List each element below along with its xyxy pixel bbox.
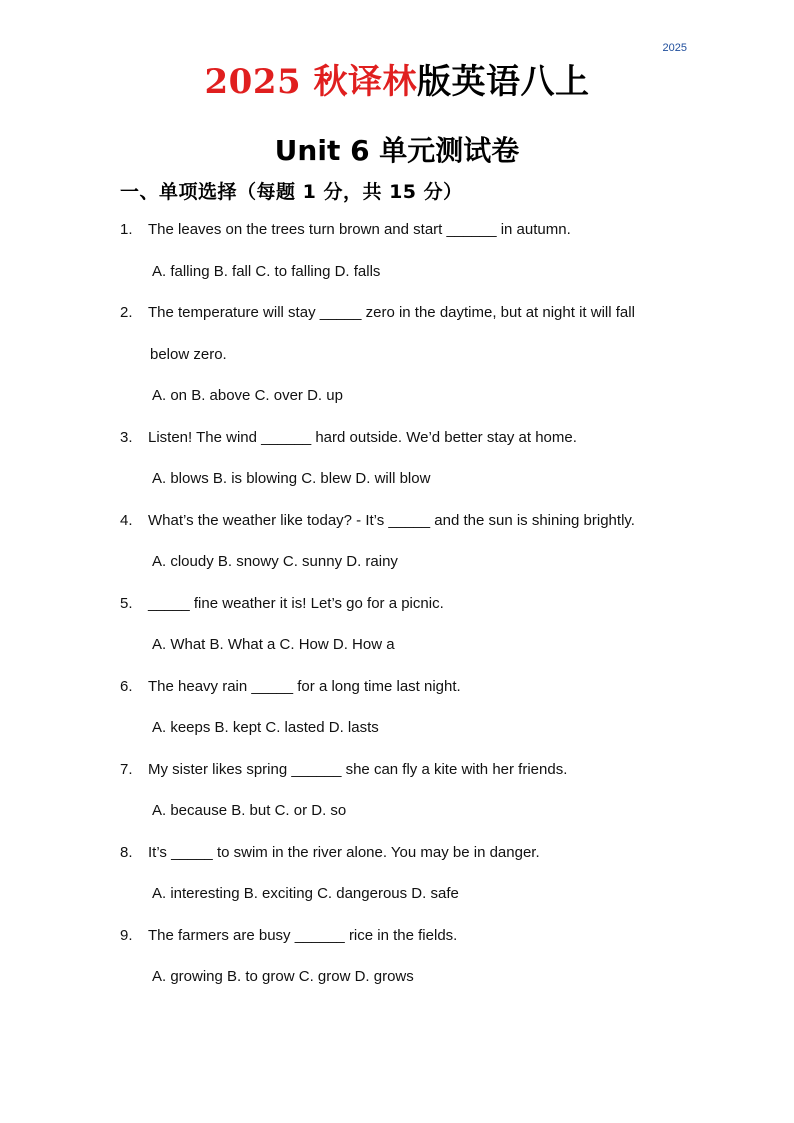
question-stem	[120, 428, 680, 448]
question-number: 2.	[120, 304, 133, 321]
question-stem	[120, 843, 680, 863]
question-stem	[120, 677, 680, 697]
header-year-mark: 2025	[662, 42, 687, 54]
question-stem	[120, 303, 680, 323]
question-text: It’s _____ to swim in the river alone. You may be in danger.	[148, 843, 540, 861]
document-title	[0, 58, 794, 106]
answer-options: A. cloudy B. snowy C. sunny D. rainy	[152, 553, 398, 570]
title-red-part: 2025 秋译林	[204, 62, 417, 102]
question-number: 6.	[120, 677, 133, 695]
unit-subtitle: Unit 6 单元测试卷	[274, 134, 520, 167]
question-text: My sister likes spring ______ she can fly a kite with her friends.	[148, 760, 568, 778]
title-black-part: 版英语八上	[416, 62, 590, 102]
question-text: _____ fine weather it is! Let’s go for a picnic.	[148, 594, 444, 612]
question-text-continuation: below zero.	[150, 345, 227, 363]
question-stem	[120, 511, 680, 531]
question-stem	[120, 760, 680, 780]
question-text: The temperature will stay _____ zero in the daytime, but at night it will fall	[148, 304, 635, 321]
question-number: 4.	[120, 511, 133, 529]
question-text: Listen! The wind ______ hard outside. We’d better stay at home.	[148, 428, 577, 446]
answer-options: A. because B. but C. or D. so	[152, 802, 347, 819]
answer-options: A. on B. above C. over D. up	[152, 387, 343, 404]
question-number: 1.	[120, 221, 133, 238]
question-text: The farmers are busy ______ rice in the fields.	[148, 926, 458, 944]
question-stem	[120, 220, 680, 240]
question-item	[120, 677, 680, 739]
question-item	[120, 428, 680, 490]
answer-options: A. growing B. to grow C. grow D. grows	[152, 968, 414, 985]
question-item	[120, 594, 680, 656]
question-number: 5.	[120, 594, 133, 612]
question-text: What’s the weather like today? - It’s _____ and the sun is shining brightly.	[148, 511, 635, 529]
answer-options: A. falling B. fall C. to falling D. falls	[152, 262, 381, 280]
question-list	[120, 215, 680, 987]
question-item	[120, 220, 680, 282]
question-item	[120, 760, 680, 822]
question-number: 3.	[120, 428, 133, 446]
answer-options: A. What B. What a C. How D. How a	[152, 636, 395, 653]
question-number: 8.	[120, 843, 133, 861]
question-text: The heavy rain _____ for a long time last night.	[148, 677, 461, 695]
answer-options: A. interesting B. exciting C. dangerous D. safe	[152, 885, 459, 902]
question-number: 7.	[120, 760, 133, 778]
question-item	[120, 843, 680, 905]
question-item	[120, 926, 680, 988]
question-number: 9.	[120, 926, 133, 944]
question-stem	[120, 926, 680, 946]
answer-options: A. blows B. is blowing C. blew D. will blow	[152, 470, 431, 487]
question-stem	[120, 594, 680, 614]
question-item	[120, 303, 680, 406]
answer-options: A. keeps B. kept C. lasted D. lasts	[152, 719, 379, 736]
question-item	[120, 511, 680, 573]
section-heading: 一、单项选择（每题 1 分，共 15 分）	[120, 181, 463, 203]
question-text: The leaves on the trees turn brown and start ______ in autumn.	[148, 221, 571, 238]
